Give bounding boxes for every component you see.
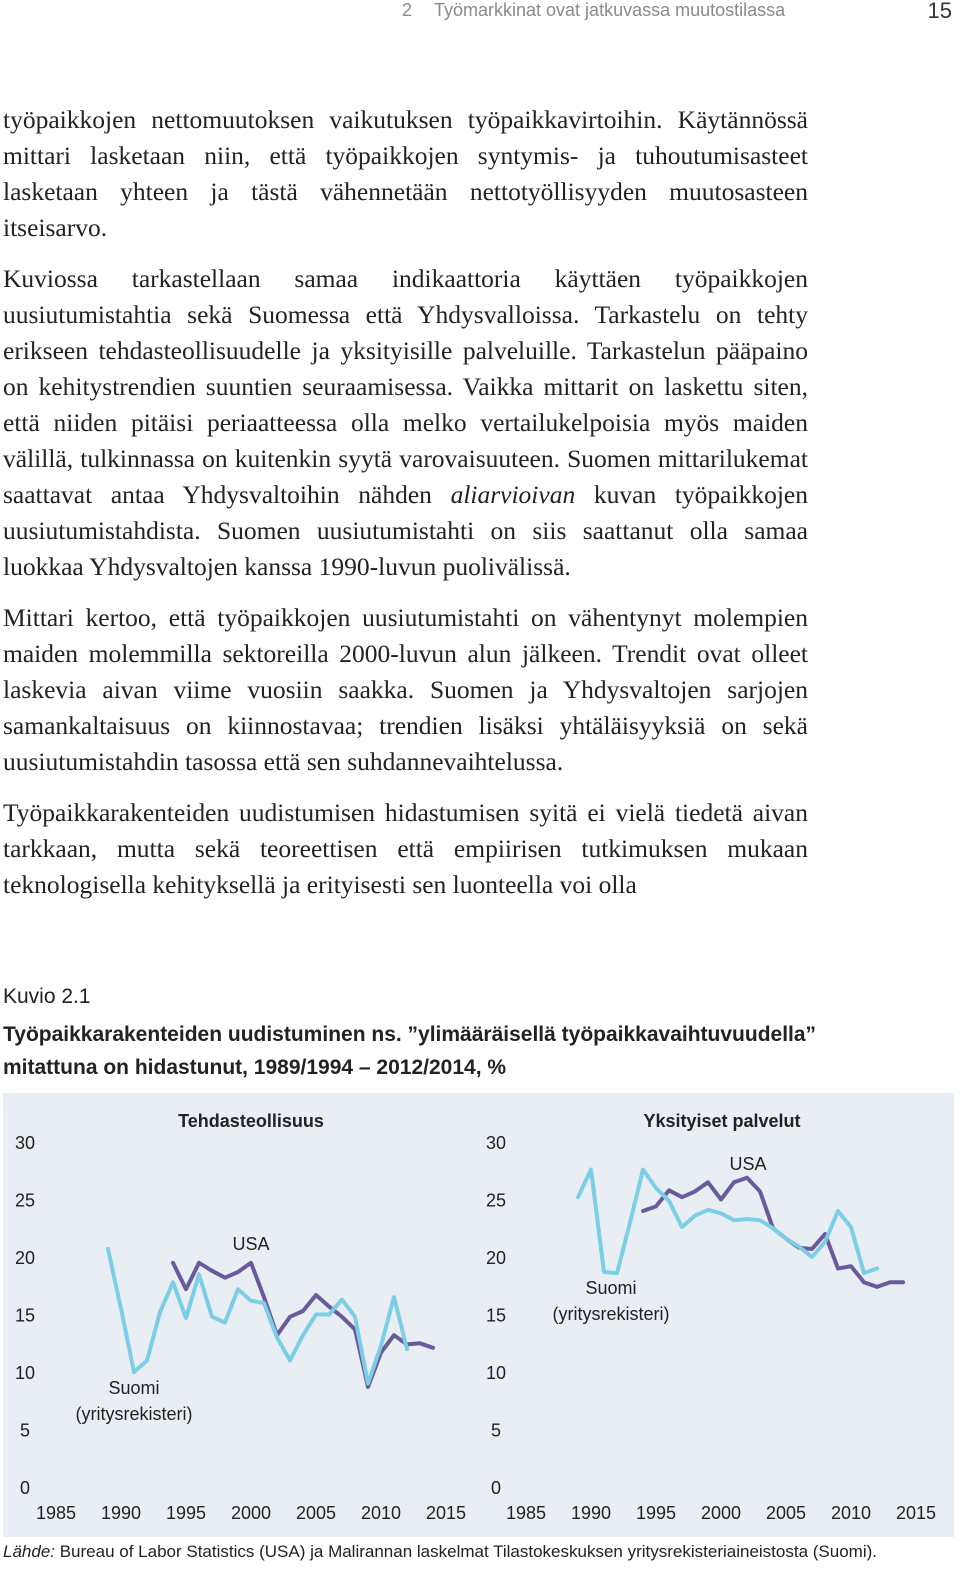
y-tick-label: 25 bbox=[14, 1190, 36, 1211]
x-tick-label: 1985 bbox=[505, 1503, 547, 1523]
chart-title: Yksityiset palvelut bbox=[643, 1111, 801, 1131]
y-tick-label: 0 bbox=[490, 1478, 502, 1498]
x-tick-label: 2005 bbox=[765, 1503, 807, 1523]
y-tick-label: 20 bbox=[14, 1248, 36, 1268]
y-tick-label: 5 bbox=[19, 1420, 31, 1441]
annotation-label: (yritysrekisteri) bbox=[75, 1404, 193, 1424]
x-tick-label: 2000 bbox=[700, 1503, 742, 1523]
body-text bbox=[3, 102, 808, 918]
paragraph-2-part-2: kuvan työpaikkojen uusiutumistahdista. Suomen uusiutumistahti on siis saattanut olla samaa luokkaa Yhdysvaltojen kanssa 1990-luvun puolivälissä. bbox=[3, 480, 808, 581]
x-tick-label: 2010 bbox=[360, 1503, 402, 1523]
y-tick-label: 5 bbox=[490, 1420, 502, 1441]
chart-panel bbox=[3, 1093, 954, 1537]
annotation-label: USA bbox=[232, 1234, 270, 1254]
paragraph-2-part-1: Kuviossa tarkastellaan samaa indikaattoria käyttäen työpaikkojen uusiutumistahtia sekä Suomessa että Yhdysvalloissa. Tarkastelu on tehty erikseen tehdasteollisuudelle ja yksityisille palveluille. Tarkastelun pääpaino on kehitystrendien suuntien seuraamisessa. Vaikka mittarit on laskettu siten, että niiden pitäisi periaatteessa olla melko vertailukelpoisia myös maiden välillä, tulkinnassa on kuitenkin syytä varovaisuuteen. Suomen mittarilukemat saattavat antaa Yhdysvaltoihin nähden bbox=[3, 264, 808, 509]
y-tick-label: 15 bbox=[14, 1305, 36, 1326]
x-tick-label: 1990 bbox=[570, 1503, 612, 1523]
paragraph-2 bbox=[3, 261, 808, 585]
x-tick-label: 2005 bbox=[295, 1503, 337, 1523]
page-number: 15 bbox=[927, 0, 952, 23]
y-tick-label: 25 bbox=[485, 1190, 507, 1211]
x-tick-label: 1990 bbox=[100, 1503, 142, 1523]
series-line-usa bbox=[173, 1263, 433, 1387]
x-tick-label: 2010 bbox=[830, 1503, 872, 1523]
y-tick-label: 0 bbox=[19, 1478, 31, 1498]
y-tick-label: 30 bbox=[485, 1133, 507, 1153]
figure-source bbox=[3, 1542, 958, 1562]
source-label: Lähde: bbox=[3, 1542, 55, 1561]
figure-title-line-2: mitattuna on hidastunut, 1989/1994 – 2012/2014, % bbox=[3, 1056, 507, 1079]
series-line-suomi bbox=[108, 1249, 407, 1384]
chapter-number: 2 bbox=[402, 0, 413, 20]
x-tick-label: 1995 bbox=[635, 1503, 677, 1523]
annotation-label: Suomi bbox=[585, 1278, 637, 1298]
figure-label: Kuvio 2.1 bbox=[3, 985, 91, 1008]
paragraph-2-italic: aliarvioivan bbox=[450, 480, 576, 509]
y-tick-label: 10 bbox=[14, 1363, 36, 1383]
chapter-title: Työmarkkinat ovat jatkuvassa muutostilassa bbox=[434, 0, 786, 20]
x-tick-label: 2015 bbox=[895, 1503, 937, 1523]
y-tick-label: 15 bbox=[485, 1305, 507, 1326]
chart-svg bbox=[3, 1093, 954, 1537]
x-tick-label: 1985 bbox=[35, 1503, 77, 1523]
annotation-label: (yritysrekisteri) bbox=[552, 1304, 670, 1324]
y-tick-label: 30 bbox=[14, 1133, 36, 1153]
y-tick-label: 20 bbox=[485, 1248, 507, 1268]
annotation-label: Suomi bbox=[108, 1378, 160, 1398]
chart-title: Tehdasteollisuus bbox=[178, 1111, 324, 1131]
paragraph-3: Mittari kertoo, että työpaikkojen uusiutumistahti on vähentynyt molempien maiden molemmilla sektoreilla 2000-luvun alun jälkeen. Trendit ovat olleet laskevia aivan viime vuosiin saakka. Suomen ja Yhdysvaltojen sarjojen samankaltaisuus on kiinnostavaa; trendien lisäksi yhtäläisyyksiä on sekä uusiutumistahdin tasossa että sen suhdannevaihtelussa. bbox=[3, 603, 808, 776]
figure-title-line-1: Työpaikkarakenteiden uudistuminen ns. ”ylimääräisellä työpaikkavaihtuvuudella” bbox=[3, 1023, 817, 1046]
annotation-label: USA bbox=[729, 1154, 767, 1174]
page-header bbox=[0, 0, 960, 24]
paragraph-4: Työpaikkarakenteiden uudistumisen hidastumisen syitä ei vielä tiedetä aivan tarkkaan, mutta sekä teoreettisen että empiirisen tutkimuksen mukaan teknologisella kehityksellä ja erityisesti sen luonteella voi olla bbox=[3, 798, 808, 899]
paragraph-1: työpaikkojen nettomuutoksen vaikutuksen työpaikkavirtoihin. Käytännössä mittari lasketaan niin, että työpaikkojen syntymis- ja tuhoutumisasteet lasketaan yhteen ja tästä vähennetään nettotyöllisyyden muutosasteen itseisarvo. bbox=[3, 105, 808, 242]
source-text: Bureau of Labor Statistics (USA) ja Malirannan laskelmat Tilastokeskuksen yritysrekisteriaineistosta (Suomi). bbox=[55, 1542, 877, 1561]
x-tick-label: 1995 bbox=[165, 1503, 207, 1523]
y-tick-label: 10 bbox=[485, 1363, 507, 1383]
x-tick-label: 2000 bbox=[230, 1503, 272, 1523]
x-tick-label: 2015 bbox=[425, 1503, 467, 1523]
figure-title bbox=[3, 1018, 903, 1084]
